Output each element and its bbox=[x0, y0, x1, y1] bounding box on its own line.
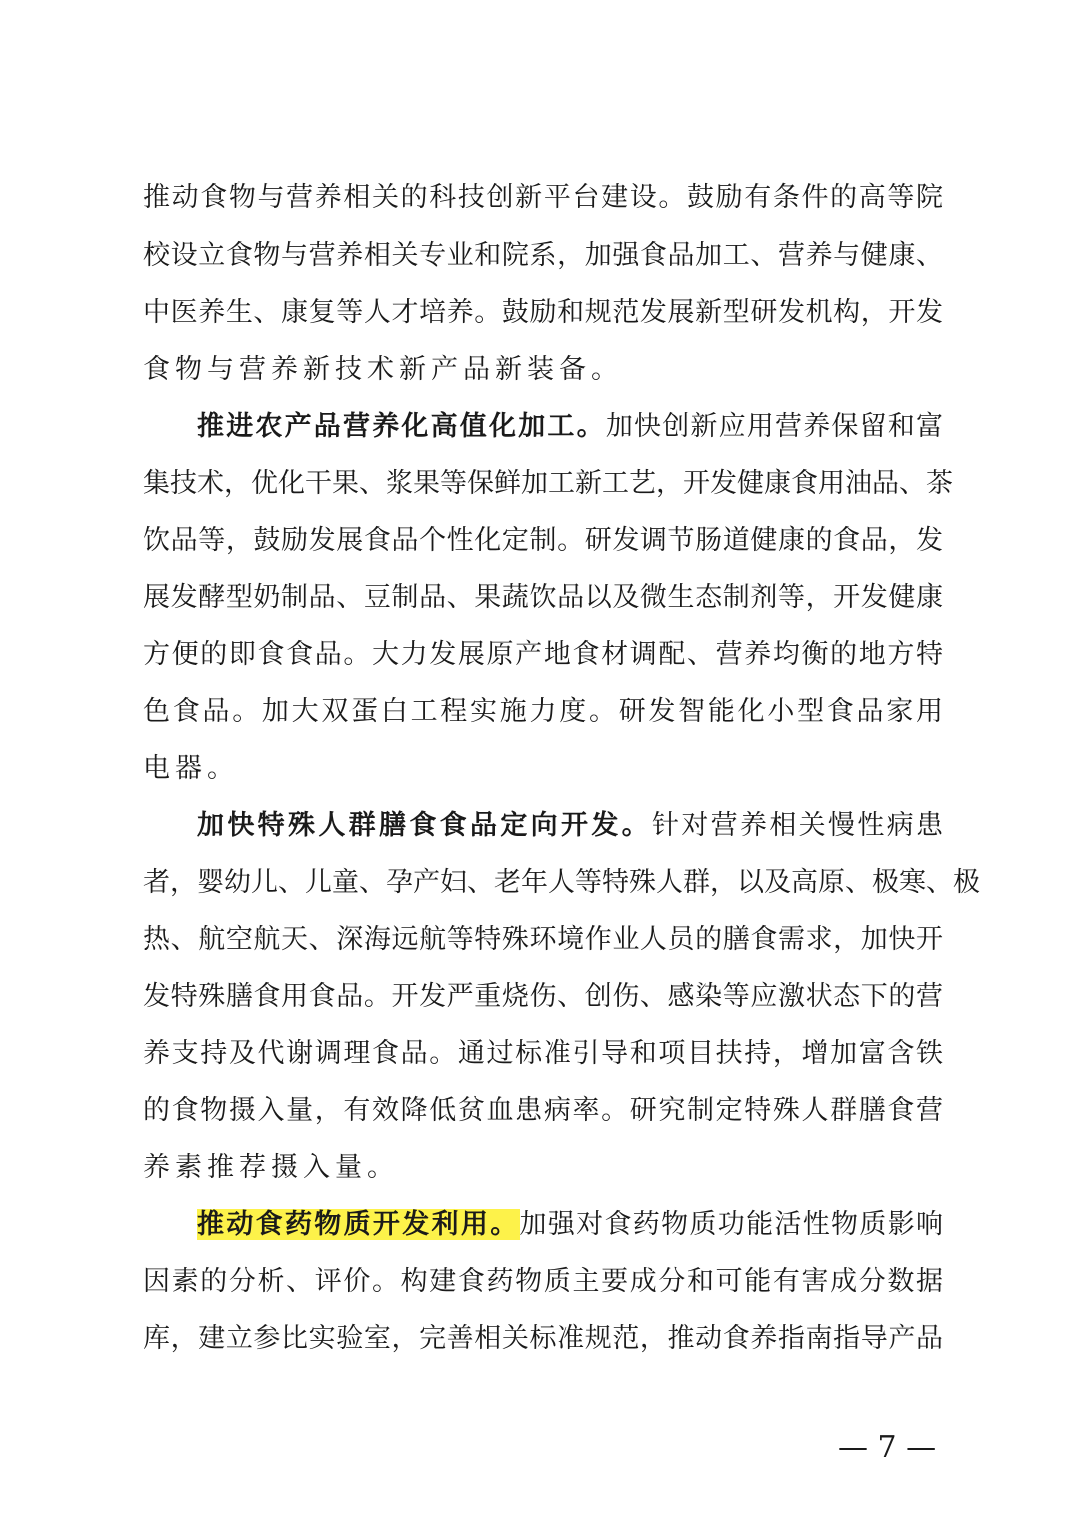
paragraph-2-line-2: 集技术，优化干果、浆果等保鲜加工新工艺，开发健康食用油品、茶 bbox=[143, 468, 953, 499]
paragraph-3-heading: 加快特殊人群膳食食品定向开发。 bbox=[197, 810, 652, 841]
page-number: — 7 — bbox=[838, 1430, 937, 1465]
paragraph-4-line-1 bbox=[197, 1205, 943, 1245]
paragraph-3-line-4: 发特殊膳食用食品。开发严重烧伤、创伤、感染等应激状态下的营 bbox=[143, 981, 943, 1012]
paragraph-1-line-2: 校设立食物与营养相关专业和院系，加强食品加工、营养与健康、 bbox=[143, 240, 943, 271]
paragraph-2-line-1 bbox=[197, 407, 943, 447]
paragraph-2-first-text: 加快创新应用营养保留和富 bbox=[605, 411, 944, 442]
paragraph-2-line-3: 饮品等，鼓励发展食品个性化定制。研发调节肠道健康的食品，发 bbox=[143, 525, 943, 556]
paragraph-1-line-4: 食物与营养新技术新产品新装备。 bbox=[143, 354, 623, 385]
paragraph-2-line-7: 电器。 bbox=[143, 753, 239, 784]
paragraph-4-heading-highlighted: 推动食药物质开发利用。 bbox=[197, 1209, 520, 1240]
paragraph-4-line-2: 因素的分析、评价。构建食药物质主要成分和可能有害成分数据 bbox=[143, 1266, 943, 1297]
paragraph-1-line-3: 中医养生、康复等人才培养。鼓励和规范发展新型研发机构，开发 bbox=[143, 297, 943, 328]
paragraph-1-line-1: 推动食物与营养相关的科技创新平台建设。鼓励有条件的高等院 bbox=[143, 182, 943, 213]
paragraph-2-line-5: 方便的即食食品。大力发展原产地食材调配、营养均衡的地方特 bbox=[143, 639, 943, 670]
paragraph-3-line-1 bbox=[197, 806, 943, 846]
paragraph-4-line-3: 库，建立参比实验室，完善相关标准规范，推动食养指南指导产品 bbox=[143, 1323, 943, 1354]
paragraph-3-line-5: 养支持及代谢调理食品。通过标准引导和项目扶持，增加富含铁 bbox=[143, 1038, 943, 1069]
paragraph-3-line-6: 的食物摄入量，有效降低贫血患病率。研究制定特殊人群膳食营 bbox=[143, 1095, 943, 1126]
paragraph-3-line-7: 养素推荐摄入量。 bbox=[143, 1152, 399, 1183]
paragraph-3-first-text: 针对营养相关慢性病患 bbox=[652, 810, 943, 841]
paragraph-3-line-3: 热、航空航天、深海远航等特殊环境作业人员的膳食需求，加快开 bbox=[143, 924, 943, 955]
paragraph-2-line-4: 展发酵型奶制品、豆制品、果蔬饮品以及微生态制剂等，开发健康 bbox=[143, 582, 943, 613]
paragraph-3-line-2: 者，婴幼儿、儿童、孕产妇、老年人等特殊人群，以及高原、极寒、极 bbox=[143, 867, 980, 898]
paragraph-4-first-text: 加强对食药物质功能活性物质影响 bbox=[519, 1209, 944, 1240]
paragraph-2-line-6: 色食品。加大双蛋白工程实施力度。研发智能化小型食品家用 bbox=[143, 696, 943, 727]
paragraph-2-heading: 推进农产品营养化高值化加工。 bbox=[197, 411, 606, 442]
